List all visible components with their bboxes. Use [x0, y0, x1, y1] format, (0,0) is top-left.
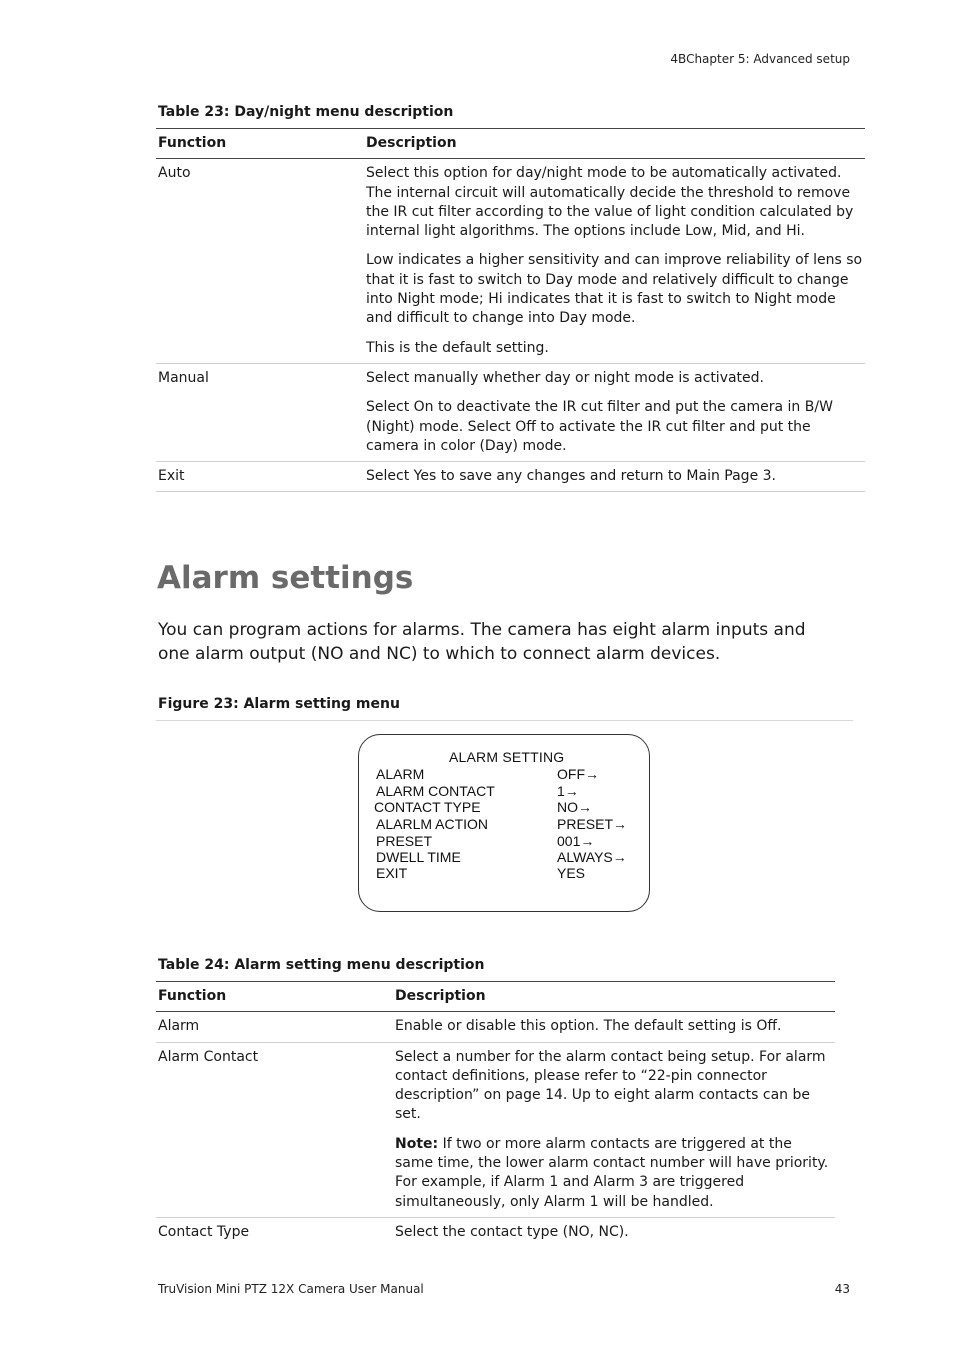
note-label: Note:: [395, 1135, 439, 1152]
osd-menu-item: [376, 766, 636, 783]
osd-item-value: 001→: [557, 833, 595, 849]
table24-function-alarm: Alarm: [156, 1012, 393, 1042]
osd-item-value: YES: [557, 865, 586, 881]
running-header: 4BChapter 5: Advanced setup: [670, 52, 850, 66]
description-paragraph: Enable or disable this option. The default setting is Off.: [395, 1018, 782, 1035]
table24-description-alarm: [393, 1012, 835, 1042]
description-paragraph: Low indicates a higher sensitivity and can improve reliability of lens so that it is fast to switch to Day mode and relatively difficult to change into Night mode; Hi indicates that it is fast to switch to Night mode and difficult to change into Day mode.: [366, 252, 863, 327]
table23-header-row: [156, 129, 865, 159]
osd-item-label: DWELL TIME: [376, 849, 461, 865]
osd-item-value: PRESET→: [557, 816, 628, 832]
osd-item-value: ALWAYS→: [557, 849, 627, 865]
table23-description-manual: [364, 363, 865, 461]
table-row: [156, 159, 865, 364]
table24: [156, 981, 835, 1247]
osd-menu-item: [376, 865, 636, 882]
footer-manual-title: TruVision Mini PTZ 12X Camera User Manual: [158, 1282, 424, 1296]
table23-caption: Table 23: Day/night menu description: [158, 104, 454, 120]
alarm-setting-menu-figure: [358, 734, 650, 912]
section-title: Alarm settings: [157, 560, 414, 596]
table23-col-description: Description: [364, 129, 865, 159]
table-row: [156, 1042, 835, 1217]
osd-item-label: ALARM: [376, 766, 425, 782]
osd-menu-item: [374, 799, 634, 816]
note-paragraph: [395, 1135, 833, 1212]
table24-description-alarm-contact: [393, 1042, 835, 1217]
table23-function-manual: Manual: [156, 363, 364, 461]
osd-menu-item: [376, 833, 636, 850]
osd-item-label: ALARM CONTACT: [376, 783, 495, 799]
description-paragraph: Select this option for day/night mode to be automatically activated. The internal circuit will automatically decide the threshold to remove the IR cut filter according to the value of light condition calculated by internal light algorithms. The options include Low, Mid, and Hi.: [366, 165, 854, 240]
osd-item-label: EXIT: [376, 865, 408, 881]
table24-function-contact-type: Contact Type: [158, 1223, 250, 1240]
osd-menu-title: ALARM SETTING: [449, 749, 565, 765]
table24-col-description: Description: [393, 982, 835, 1012]
figure-divider: [156, 720, 853, 721]
description-paragraph: Select the contact type (NO, NC).: [395, 1223, 629, 1240]
table-row: [156, 462, 865, 492]
description-paragraph: Select On to deactivate the IR cut filter and put the camera in B/W (Night) mode. Select Off to activate the IR cut filter and put the camera in color (Day) mode.: [366, 399, 833, 454]
table23-description-auto: [364, 159, 865, 364]
table24-function-alarm-contact: Alarm Contact: [156, 1042, 393, 1217]
osd-item-label: PRESET: [376, 833, 433, 849]
page-number: 43: [834, 1282, 850, 1296]
note-text: If two or more alarm contacts are triggered at the same time, the lower alarm contact number will have priority. For example, if Alarm 1 and Alarm 3 are triggered simultaneously, only Alarm 1 will be handled.: [395, 1135, 829, 1210]
table23-description-exit: [364, 462, 865, 492]
osd-menu-item: [376, 849, 636, 866]
description-paragraph: Select a number for the alarm contact being setup. For alarm contact definitions, please refer to “22-pin connector description” on page 14. Up to eight alarm contacts can be set.: [395, 1048, 826, 1123]
table23-function-exit: Exit: [156, 462, 364, 492]
osd-item-label: ALARLM ACTION: [376, 816, 489, 832]
description-paragraph: Select manually whether day or night mode is activated.: [366, 369, 764, 386]
section-intro: You can program actions for alarms. The camera has eight alarm inputs and one alarm output (NO and NC) to which to connect alarm devices.: [158, 620, 806, 664]
osd-menu-item: [376, 816, 636, 833]
table23-function-auto: Auto: [156, 159, 364, 364]
table24-description-contact-type: [393, 1217, 835, 1247]
table24-header-row: [156, 982, 835, 1012]
osd-menu-item: [376, 783, 636, 800]
description-paragraph: Select Yes to save any changes and return to Main Page 3.: [366, 468, 776, 485]
table23-col-function: Function: [156, 129, 364, 159]
figure23-caption: Figure 23: Alarm setting menu: [158, 696, 400, 712]
osd-item-value: OFF→: [557, 766, 599, 782]
table24-col-function: Function: [156, 982, 393, 1012]
table-row: [156, 1012, 835, 1042]
table24-caption: Table 24: Alarm setting menu description: [158, 957, 485, 973]
description-paragraph: This is the default setting.: [366, 339, 549, 356]
osd-item-value: NO→: [557, 799, 592, 815]
table-row: [156, 363, 865, 461]
osd-item-label: CONTACT TYPE: [374, 799, 481, 815]
osd-item-value: 1→: [557, 783, 579, 799]
table23: [156, 128, 865, 492]
table-row: [156, 1217, 835, 1247]
